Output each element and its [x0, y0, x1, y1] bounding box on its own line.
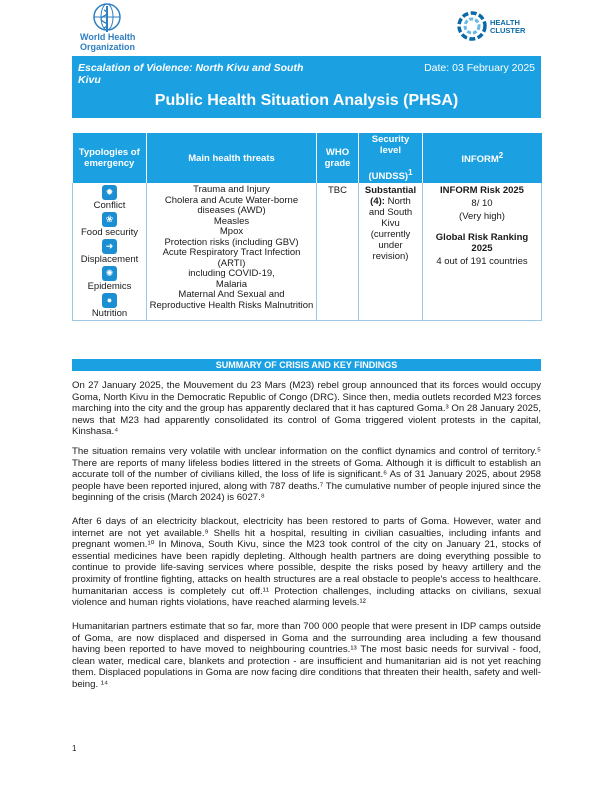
table-header-row — [73, 133, 542, 183]
conflict-icon: ✹ — [102, 185, 117, 200]
displacement-icon: ➜ — [102, 239, 117, 254]
threat-item: Malaria — [215, 278, 248, 290]
threat-item: Measles — [213, 215, 250, 227]
hc-name-line2: CLUSTER — [490, 26, 526, 35]
header-inform — [423, 133, 542, 183]
header-who-grade: WHO grade — [317, 133, 359, 183]
typology-label: Displacement — [80, 254, 139, 265]
security-level-bold: Substantial (4): — [364, 185, 417, 207]
health-cluster-name — [490, 19, 525, 35]
who-name — [80, 32, 135, 52]
header-typologies: Typologies of emergency — [73, 133, 147, 183]
banner-date: Date: 03 February 2025 — [424, 62, 535, 74]
typologies-cell — [73, 183, 147, 321]
global-ranking-value: 4 out of 191 countries — [436, 256, 528, 267]
global-ranking-title: Global Risk Ranking 2025 — [435, 232, 529, 254]
who-logo — [72, 2, 192, 54]
inform-risk-title: INFORM Risk 2025 — [440, 185, 524, 196]
header-security-label: Security level — [371, 133, 410, 156]
header-threats: Main health threats — [147, 133, 317, 183]
who-name-line2: Organization — [80, 42, 136, 52]
typology-label: Nutrition — [91, 308, 128, 319]
inform-cell — [423, 183, 542, 321]
typology-conflict — [75, 185, 144, 212]
health-cluster-emblem-icon — [456, 10, 488, 42]
food-security-icon: ❀ — [102, 212, 117, 227]
who-emblem-icon — [90, 2, 124, 36]
health-cluster-logo — [456, 10, 546, 46]
inform-risk-level: (Very high) — [459, 211, 505, 222]
summary-paragraph-2: The situation remains very volatile with unclear information on the conflict dynamics and control of territory.⁵ There are reports of many lifeless bodies littered in the streets of Goma. Although it is difficult to establish an accurate toll of the number of civilians killed, the loss of life is significant.⁶ As of 31 January 2025, about 2958 people have been reported injured, along with 787 deaths.⁷ The cumulative number of people injured since the beginning of the crisis (March 2024) is 6027.⁸ — [72, 446, 541, 504]
threat-item: Maternal And Sexual and — [178, 289, 285, 300]
typology-food-security — [75, 212, 144, 239]
nutrition-icon: ● — [102, 293, 117, 308]
threat-item: Reproductive Health Risks Malnutrition — [149, 299, 314, 311]
security-level-detail: North and South Kivu (currently under revision) — [368, 196, 413, 262]
summary-paragraph-1: On 27 January 2025, the Mouvement du 23 Mars (M23) rebel group announced that its forces would occupy Goma, North Kivu in the Democratic Republic of Congo (DRC). Since then, media outlets recorded M23 forces marching into the city and the group has apparently declared that it has captured Goma.³ On 28 January 2025, news that M23 had apparently consolidated its control of Goma triggered violent protests in the capital, Kinshasa.⁴ — [72, 380, 541, 438]
overview-table — [72, 133, 542, 321]
page-title: Public Health Situation Analysis (PHSA) — [154, 92, 459, 109]
banner-subtitle: Escalation of Violence: North Kivu and South Kivu — [78, 62, 304, 86]
typology-displacement — [75, 239, 144, 266]
header-security-sup: 1 — [408, 167, 413, 177]
threat-item: Cholera and Acute Water-borne — [164, 194, 299, 206]
threat-item: (ARTI) — [217, 257, 246, 269]
header-security-sub: (UNDSS) — [368, 171, 409, 183]
threat-item: Mpox — [219, 226, 244, 237]
who-grade-cell — [317, 183, 359, 321]
header-security — [359, 133, 423, 183]
threat-item: diseases (AWD) — [197, 205, 266, 216]
title-banner — [72, 56, 541, 118]
page-number: 1 — [72, 744, 77, 753]
header-inform-sup: 2 — [498, 151, 504, 161]
threat-item: Trauma and Injury — [193, 184, 270, 195]
table-row — [73, 183, 542, 321]
inform-risk-value: 8/ 10 — [471, 198, 493, 209]
typology-label: Conflict — [93, 200, 126, 211]
hc-name-line1: HEALTH — [490, 18, 520, 27]
summary-heading: SUMMARY OF CRISIS AND KEY FINDINGS — [72, 359, 541, 371]
threat-item: including COVID-19, — [188, 268, 275, 279]
typology-epidemics — [75, 266, 144, 293]
header-inform-label: INFORM — [461, 154, 499, 166]
typology-nutrition — [75, 293, 144, 320]
who-name-line1: World Health — [80, 32, 136, 42]
typology-label: Food security — [80, 227, 139, 238]
summary-paragraph-3: After 6 days of an electricity blackout, electricity has been restored to parts of Goma. However, water and internet are not yet available.⁹ Shells hit a hospital, resulting in civilian casualties, including infants and pregnant women.¹⁰ In Minova, South Kivu, since the M23 took control of the city on January 21, stocks of essential medicines have been rapidly depleting. Although health partners are doing everything possible to continue to provide life-saving services where possible, despite the risks posed by heavy artillery and the proximity of frontline fighting, attacks on health structures are a real obstacle to people's access to healthcare. humanitarian access is completely cut off.¹¹ Protection challenges, including attacks on civilians, sexual violence and human rights violations, have reached alarming levels.¹² — [72, 516, 541, 609]
typology-label: Epidemics — [87, 281, 132, 292]
who-grade-value: TBC — [328, 185, 347, 196]
security-cell — [359, 183, 423, 321]
epidemics-icon: ✺ — [102, 266, 117, 281]
threats-cell — [147, 183, 317, 321]
threat-item: Protection risks (including GBV) — [164, 236, 299, 248]
threat-item: Acute Respiratory Tract Infection — [162, 247, 301, 258]
summary-paragraph-4: Humanitarian partners estimate that so far, more than 700 000 people that were present in IDP camps outside of Goma, are now displaced and dispersed in Goma and the surrounding area including a few thousand having been reported to have moved to neighbouring countries.¹³ The most basic needs for survival - food, clean water, medical care, blankets and protection - are insufficient and humanitarian aid is not yet reaching them. Displaced populations in Goma are now facing dire conditions that threaten their health, safety and well-being. ¹⁴ — [72, 621, 541, 690]
